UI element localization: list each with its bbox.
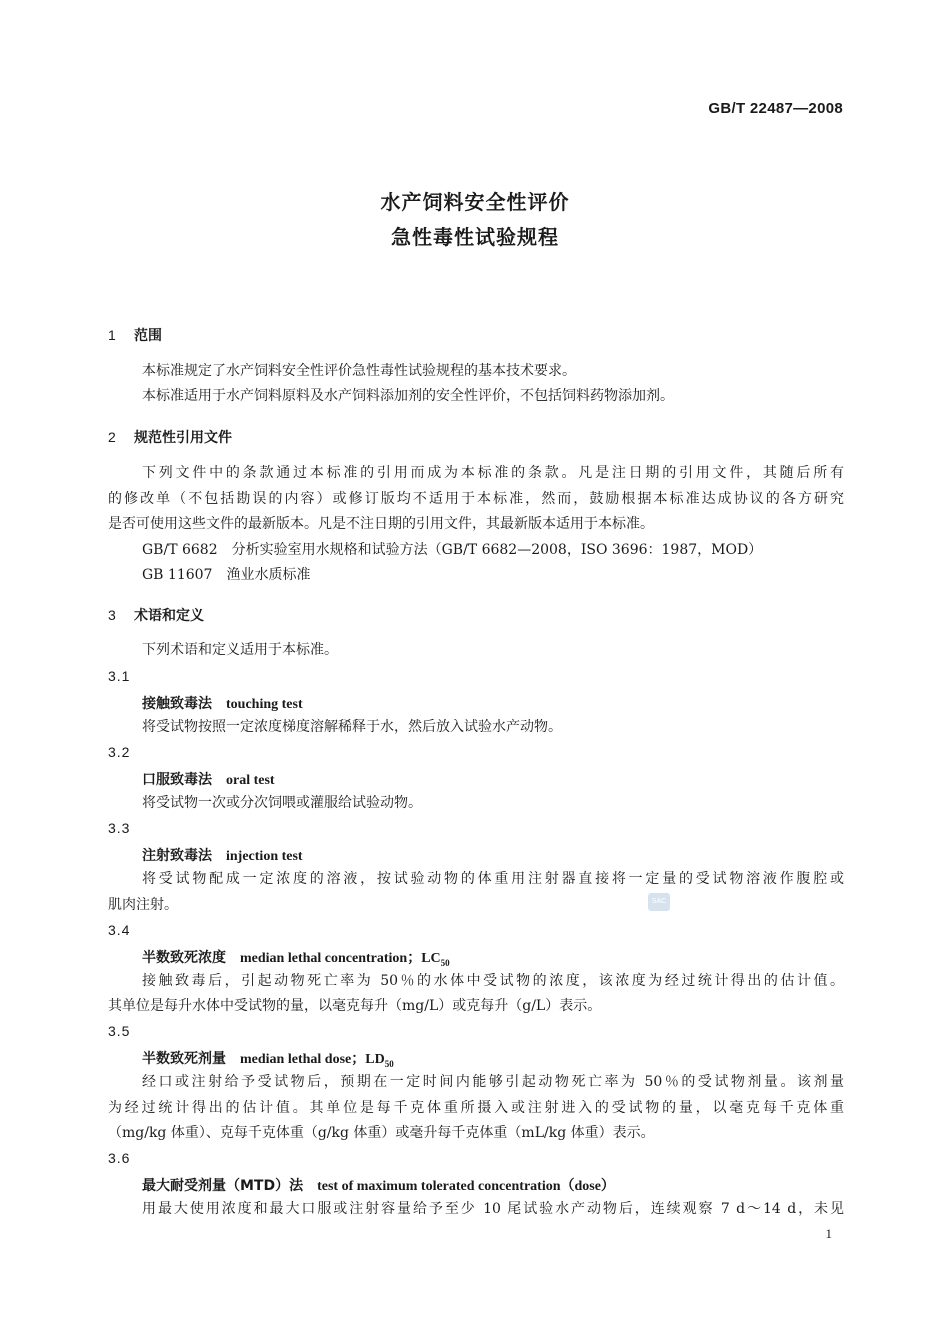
reference-gbt6682	[142, 538, 762, 563]
section-number: 1	[108, 327, 116, 343]
term-oral-test	[142, 769, 275, 789]
term-median-lethal-dose	[142, 1048, 394, 1069]
term-maximum-tolerated-dose	[142, 1175, 615, 1195]
section-title: 规范性引用文件	[134, 430, 232, 446]
reference-code: GB/T 6682	[142, 542, 218, 558]
reference-title: 渔业水质标准	[226, 567, 311, 583]
definition: 将受试物按照一定浓度梯度溶解稀释于水，然后放入试验水产动物。	[142, 719, 562, 735]
paragraph: 本标准适用于水产饲料原料及水产饲料添加剂的安全性评价，不包括饲料药物添加剂。	[142, 388, 674, 404]
term-en: median lethal dose；LD	[240, 1052, 385, 1067]
term-cn: 口服致毒法	[142, 772, 212, 788]
page-number: 1	[825, 1226, 832, 1241]
term-cn: 注射致毒法	[142, 848, 212, 864]
paragraph-line: 下列文件中的条款通过本标准的引用而成为本标准的条款。凡是注日期的引用文件，其随后所有	[142, 465, 844, 481]
term-median-lethal-concentration	[142, 947, 450, 968]
definition-line: 肌肉注射。	[108, 897, 178, 913]
document-title-line-2: 急性毒性试验规程	[391, 225, 559, 249]
term-cn: 半数致死浓度	[142, 950, 226, 966]
section-title: 术语和定义	[134, 608, 204, 624]
term-touching-test	[142, 693, 303, 713]
paragraph: 下列术语和定义适用于本标准。	[142, 642, 338, 658]
clause-number: 3.3	[108, 820, 131, 836]
term-en: oral test	[226, 773, 275, 788]
term-en: touching test	[226, 697, 303, 712]
definition-line: 其单位是每升水体中受试物的量，以毫克每升（mg/L）或克每升（g/L）表示。	[108, 998, 602, 1014]
paragraph: 本标准规定了水产饲料安全性评价急性毒性试验规程的基本技术要求。	[142, 363, 576, 379]
section-heading-terms	[108, 605, 204, 625]
definition-line: 接触致毒后，引起动物死亡率为 50％的水体中受试物的浓度，该浓度为经过统计得出的估计值。	[142, 973, 844, 989]
reference-title: 分析实验室用水规格和试验方法（GB/T 6682—2008，ISO 3696：1987，MOD）	[231, 542, 763, 558]
section-heading-scope	[108, 325, 162, 345]
definition-line: 经口或注射给予受试物后，预期在一定时间内能够引起动物死亡率为 50％的受试物剂量。该剂量	[142, 1074, 844, 1090]
term-en: injection test	[226, 849, 303, 864]
definition-line: 将受试物配成一定浓度的溶液，按试验动物的体重用注射器直接将一定量的受试物溶液作腹腔或	[142, 871, 844, 887]
term-subscript: 50	[384, 1058, 394, 1069]
term-en: test of maximum tolerated concentration（dose）	[317, 1179, 615, 1194]
term-cn: 半数致死剂量	[142, 1051, 226, 1067]
clause-number: 3.1	[108, 668, 131, 684]
term-injection-test	[142, 845, 303, 865]
document-title-line-1: 水产饲料安全性评价	[380, 190, 570, 214]
clause-number: 3.6	[108, 1150, 131, 1166]
clause-number: 3.5	[108, 1023, 131, 1039]
definition-line: 为经过统计得出的估计值。其单位是每千克体重所摄入或注射进入的受试物的量，以毫克每千克体重	[108, 1100, 844, 1116]
paragraph-line: 是否可使用这些文件的最新版本。凡是不注日期的引用文件，其最新版本适用于本标准。	[108, 516, 654, 532]
standard-number: GB/T 22487—2008	[708, 100, 843, 117]
reference-code: GB 11607	[142, 567, 213, 583]
clause-number: 3.4	[108, 922, 131, 938]
section-heading-normative-references	[108, 427, 232, 447]
term-subscript: 50	[440, 957, 450, 968]
section-title: 范围	[134, 328, 162, 344]
term-en: median lethal concentration；LC	[240, 951, 441, 966]
definition-line: （mg/kg 体重）、克每千克体重（g/kg 体重）或毫升每千克体重（mL/kg 体重）表示。	[108, 1125, 655, 1141]
definition: 将受试物一次或分次饲喂或灌服给试验动物。	[142, 795, 422, 811]
section-number: 3	[108, 607, 116, 623]
watermark-logo: SAC	[648, 893, 670, 911]
section-number: 2	[108, 429, 116, 445]
term-cn: 最大耐受剂量（MTD）法	[142, 1178, 304, 1194]
definition-line: 用最大使用浓度和最大口服或注射容量给予至少 10 尾试验水产动物后，连续观察 7 d～14 d，未见	[142, 1201, 844, 1217]
clause-number: 3.2	[108, 744, 131, 760]
paragraph-line: 的修改单（不包括勘误的内容）或修订版均不适用于本标准，然而，鼓励根据本标准达成协议的各方研究	[108, 491, 844, 507]
reference-gb11607	[142, 563, 310, 588]
term-cn: 接触致毒法	[142, 696, 212, 712]
